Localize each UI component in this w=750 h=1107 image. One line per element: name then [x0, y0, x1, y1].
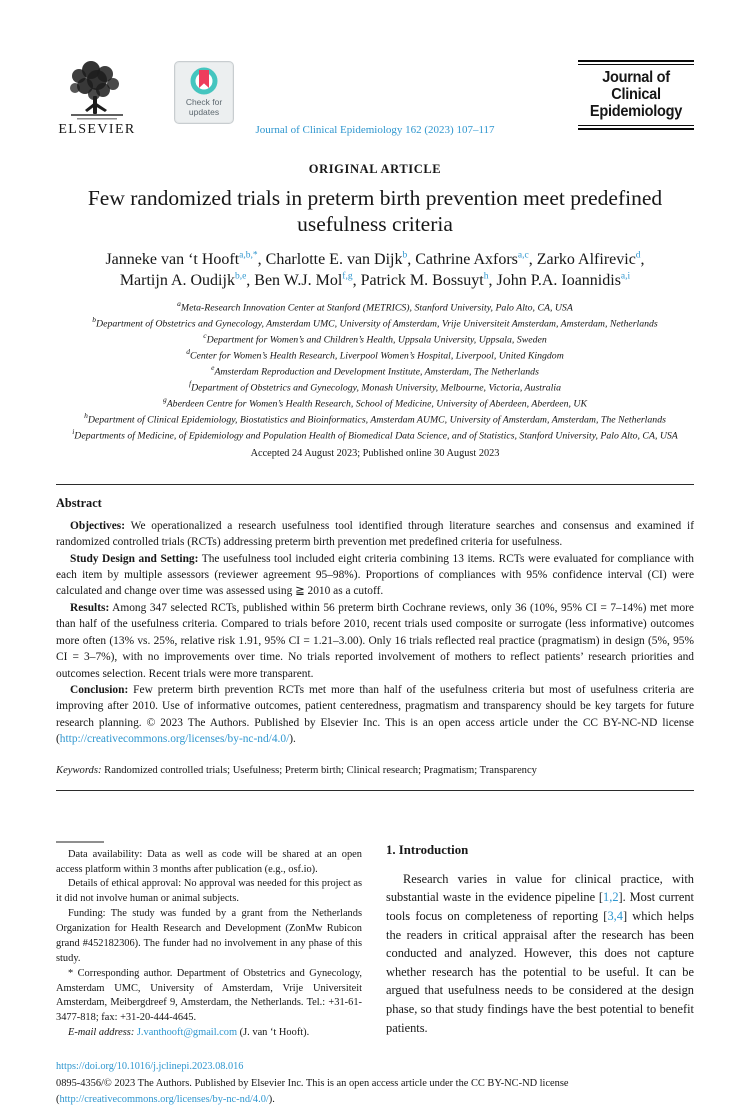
copyright-line	[56, 1076, 694, 1107]
abstract-section-label: Objectives:	[70, 519, 126, 532]
license-link[interactable]: http://creativecommons.org/licenses/by-nc-nd/4.0/	[59, 733, 290, 746]
affiliation-sup: f	[188, 378, 192, 388]
affiliation-sup: c	[203, 330, 207, 340]
check-updates-icon	[187, 66, 221, 98]
author-affil-sup[interactable]: h	[483, 271, 489, 282]
badge-line1: Check for	[185, 97, 223, 107]
author-name: Janneke van ‘t Hooft$^{a,b,*}$	[105, 250, 258, 268]
abstract-section-label: Results:	[70, 601, 110, 614]
author-affil-sup[interactable]: d	[635, 250, 641, 261]
elsevier-wordmark: ELSEVIER	[58, 122, 136, 137]
footnote-divider	[56, 841, 104, 843]
abstract-paragraph: Results: Among 347 selected RCTs, published within 56 preterm birth Cochrane reviews, only 36 (10%, 95% CI = 7–14%) met more than half of the usefulness criteria. Compared to trials before 2010, recent trials used composite or surrogate (less informative) outcomes more often (13% vs. 25%, relative risk 1.91, 95% CI = 1.21–3.00). Only 16 trials reflected real practice (pragmatism) in design (5%, 95% CI = 3–7%), with no improvements over time. No trials reported involvement of mothers to reflect patients’ research priorities and outcomes selection. Recent trials were more transparent.	[56, 601, 694, 680]
introduction-heading: 1. Introduction	[386, 842, 469, 857]
keywords-label: Keywords:	[56, 764, 102, 776]
email-label: E-mail address:	[68, 1027, 137, 1039]
affiliation-line: $^g$Aberdeen Centre for Women’s Health Research, School of Medicine, University of Aberdeen, Aberdeen, UK	[162, 394, 588, 410]
copyright-text: 0895-4356/© 2023 The Authors. Published by Elsevier Inc. This is an open access article under the CC BY-NC-ND license (	[56, 1078, 569, 1105]
footnote-paragraph: Details of ethical approval: No approval was needed for this project as it did not involve human or animal subjects.	[56, 878, 362, 905]
logo-rule-top-thick	[578, 60, 694, 62]
footnote-paragraph: Funding: The study was funded by a grant from the Netherlands Organization for Health Research and Development (ZonMw Rubicon grand #452182306). The funder had no involvement in any phase of this study.	[56, 908, 362, 964]
abstract-body	[56, 518, 694, 748]
affiliation-line: $^c$Department for Women’s and Children’s Health, Uppsala University, Uppsala, Sweden	[203, 330, 547, 346]
keywords-text: Randomized controlled trials; Usefulness; Preterm birth; Clinical research; Pragmatism; Transparency	[104, 764, 537, 776]
affiliation-line: $^i$Departments of Medicine, of Epidemiology and Population Health of Biomedical Data Science, and of Statistics, Stanford University, Palo Alto, CA, USA	[72, 426, 678, 442]
footnote-column	[56, 841, 362, 1041]
author-affil-sup[interactable]: b,e	[234, 271, 247, 282]
intro-paragraph: Research varies in value for clinical practice, with substantial waste in the evidence pipeline [1,2]. Most current tools focus on completeness of reporting [3,4] which helps the readers in critical appraisal after the research has been conducted and analyzed. However, this does not capture whether research has the potential to be useful. It can be argued that usefulness needs to be considered at the design phase, so that study findings have the best potential to benefit patients.	[386, 871, 694, 1035]
article-type-label: ORIGINAL ARTICLE	[308, 162, 442, 176]
affiliation-line: $^d$Center for Women’s Health Research, Liverpool Women’s Hospital, Liverpool, United Kingdom	[186, 346, 564, 362]
abstract-paragraph: Objectives: We operationalized a research usefulness tool identified through literature searches and consensus and examined if randomized controlled trials (RCTs) addressing preterm birth prevention met predefined criteria for usefulness.	[56, 519, 694, 549]
abstract-bottom-rule	[56, 790, 694, 791]
affiliation-sup: e	[211, 362, 215, 372]
footnote-list	[56, 848, 362, 1041]
author-affil-sup[interactable]: b	[402, 250, 408, 261]
elsevier-tree-icon	[61, 58, 133, 122]
logo-rule-bottom-thick	[578, 128, 694, 130]
affiliation-sup: g	[162, 394, 167, 404]
abstract-top-rule	[56, 484, 694, 485]
license-footer-link[interactable]: http://creativecommons.org/licenses/by-nc-nd/4.0/	[59, 1093, 269, 1105]
email-link[interactable]: J.vanthooft@gmail.com	[136, 1027, 238, 1039]
author-name: Patrick M. Bossuyt$^h$	[360, 271, 489, 290]
introduction-column	[386, 841, 694, 1037]
journal-citation-link[interactable]: Journal of Clinical Epidemiology 162 (2023) 107–117	[255, 124, 495, 136]
copyright-after: ).	[268, 1093, 275, 1105]
check-for-updates-badge[interactable]	[174, 61, 234, 124]
author-name: Martijn A. Oudijk$^{b,e}$	[119, 271, 247, 290]
affiliation-line: $^a$Meta-Research Innovation Center at Stanford (METRICS), Stanford University, Palo Alto, CA, USA	[177, 298, 573, 314]
page-header	[56, 58, 694, 150]
citation-link[interactable]: 3,4	[607, 908, 623, 923]
page-footer	[56, 1056, 694, 1107]
author-affil-sup[interactable]: a,c	[517, 250, 529, 261]
author-affil-sup[interactable]: a,b,*	[239, 250, 258, 261]
author-name: John P.A. Ioannidis$^{a,i}$	[496, 271, 631, 290]
badge-line2: updates	[188, 106, 220, 117]
logo-rule-bottom-thin	[578, 125, 694, 126]
affiliation-sup: i	[72, 426, 75, 436]
footnote-email: E-mail address: J.vanthooft@gmail.com (J. van ‘t Hooft).	[68, 1027, 310, 1039]
affiliation-line: $^h$Department of Clinical Epidemiology, Biostatistics and Bioinformatics, Amsterdam AUMC, University of Amsterdam, Amsterdam, The Netherlands	[84, 410, 666, 426]
affiliation-line: $^e$Amsterdam Reproduction and Development Institute, Amsterdam, The Netherlands	[211, 362, 539, 378]
doi-link[interactable]: https://doi.org/10.1016/j.jclinepi.2023.08.016	[56, 1061, 244, 1073]
two-column-body	[56, 841, 694, 1041]
accepted-dates: Accepted 24 August 2023; Published online 30 August 2023	[250, 447, 500, 459]
abstract-paragraph: Study Design and Setting: The usefulness tool included eight criteria combining 13 items. RCTs were evaluated for compliance with each item by multiple assessors (reviewer agreement 95–98%). Proportions of compliances with 95% confidence interval (CI) were calculated and change over time was assessed using ≧ 2010 as a cutoff.	[56, 552, 694, 598]
journal-logo	[578, 60, 694, 130]
abstract-paragraph: Conclusion: Few preterm birth prevention RCTs met more than half of the usefulness criteria but most of usefulness criteria are improving after 2010. Use of informative outcomes, patient centeredness, pragmatism and transparency should be key targets for future research planning. © 2023 The Authors. Published by Elsevier Inc. This is an open access article under the CC BY-NC-ND license (http://creativecommons.org/licenses/by-nc-nd/4.0/).	[56, 684, 694, 746]
journal-logo-line2: Clinical	[611, 86, 661, 104]
affiliation-line: $^b$Department of Obstetrics and Gynecology, Amsterdam UMC, University of Amsterdam, Vrije Universiteit Amsterdam, Amsterdam, Netherlands	[92, 314, 658, 330]
author-list: Janneke van ‘t Hooft$^{a,b,*}$, Charlotte E. van Dijk$^b$, Cathrine Axfors$^{a,c}$, Zarko Alfirevic$^d$, Martijn A. Oudijk$^{b,e}$, Ben W.J. Mol$^{f,g}$, Patrick M. Bossuyt$^h$, John P.A. Ioannidis$^{a,i}$	[105, 250, 645, 290]
article-title: Few randomized trials in preterm birth prevention meet predefined usefulness criteria	[87, 186, 663, 236]
journal-logo-line3: Epidemiology	[589, 103, 683, 121]
author-name: Zarko Alfirevic$^d$	[536, 250, 641, 268]
author-affil-sup[interactable]: f,g	[342, 271, 353, 282]
affiliation-list	[56, 299, 694, 443]
journal-logo-line1: Journal of	[602, 69, 670, 87]
author-name: Charlotte E. van Dijk$^b$	[265, 250, 408, 268]
keywords-row	[56, 765, 694, 776]
abstract-heading: Abstract	[56, 495, 102, 510]
author-name: Cathrine Axfors$^{a,c}$	[415, 250, 529, 268]
affiliation-line: $^f$Department of Obstetrics and Gynecology, Monash University, Melbourne, Victoria, Australia	[188, 378, 562, 394]
abstract-section-label: Study Design and Setting:	[70, 552, 199, 565]
affiliation-sup: h	[84, 410, 88, 420]
affiliation-sup: d	[186, 346, 190, 356]
author-name: Ben W.J. Mol$^{f,g}$	[254, 271, 353, 290]
footnote-paragraph: Data availability: Data as well as code will be shared at an open access platform within 3 months after publication (e.g., osf.io).	[56, 848, 362, 875]
author-affil-sup[interactable]: a,i	[620, 271, 631, 282]
affiliation-sup: a	[177, 298, 181, 308]
abstract-section-label: Conclusion:	[70, 684, 129, 696]
citation-link[interactable]: 1,2	[603, 890, 619, 905]
footnote-paragraph: * Corresponding author. Department of Obstetrics and Gynecology, Amsterdam UMC, University of Amsterdam, Vrije Universiteit Amsterdam, Meibergdreef 9, Amsterdam, the Netherlands. Tel.: +31-61-3477-818; fax: +31-20-444-4645.	[56, 967, 362, 1024]
affiliation-sup: b	[92, 314, 97, 324]
